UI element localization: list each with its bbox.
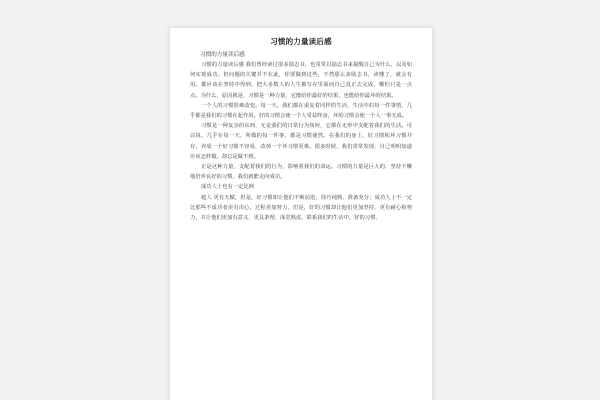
document-page — [170, 28, 432, 400]
document-subtitle: 习惯的力量读后感 — [200, 52, 245, 58]
paragraph: 正是这种力量，支配着我们的行为，影响着我们的命运。习惯的力量是巨大的，坚持不懈地培养良好的习惯，我们就能走向成功。 — [190, 164, 412, 181]
document-title: 习惯的力量读后感 — [270, 37, 332, 46]
paragraph: 习惯是一种复杂的东西，无论我们的日常行为如何，它都在无形中支配着我们的生活。可以说，几乎在每一天，所做的每一件事，都是习惯使然。在我们的身上，好习惯和坏习惯并存，养成一个好习惯不容易，改掉一个坏习惯更难。很多时候，我们常常发现，自己明明知道应该怎样做，却总是做不到。 — [190, 123, 412, 160]
paragraph: 成功人士也有一定比例 — [201, 184, 254, 191]
paragraph: 超人 更有天赋，但是，好习惯却让他们不断前进，技巧纯熟，准备充分；成功人士不一定比那些不成功者更有决心，过程更加努力，但是，好的习惯却让他们更加坚持，更有耐心和努力，并让他们更加有意义，更具条理，深思熟虑，联系我们的生活中，好的习惯， — [190, 194, 412, 222]
paragraph: 一个人的习惯很难改变。每一天，我们都在重复着同样的生活，生活中的每一件事情，几乎都是我们的习惯在起作用。好的习惯会使一个人受益终身，坏的习惯会使一个人一事无成。 — [190, 102, 412, 120]
document-body — [190, 60, 412, 223]
paragraph: 习惯的力量读后感 我们曾经读过很多励志书，也常常以励志书来提醒自己为什么，以及如何实现成功。但问题的关键并不在此，你要做到这些，不然那么多励志书，读懂了，就会有用。都应该在坚持中得到，把大多数人的人生都写在里面而自己真正去完成，哪怕只是一点点。为什么，原因就是，习惯是一种力量，它能给你最好的结果，也能给你最坏的结果。 — [190, 62, 412, 99]
